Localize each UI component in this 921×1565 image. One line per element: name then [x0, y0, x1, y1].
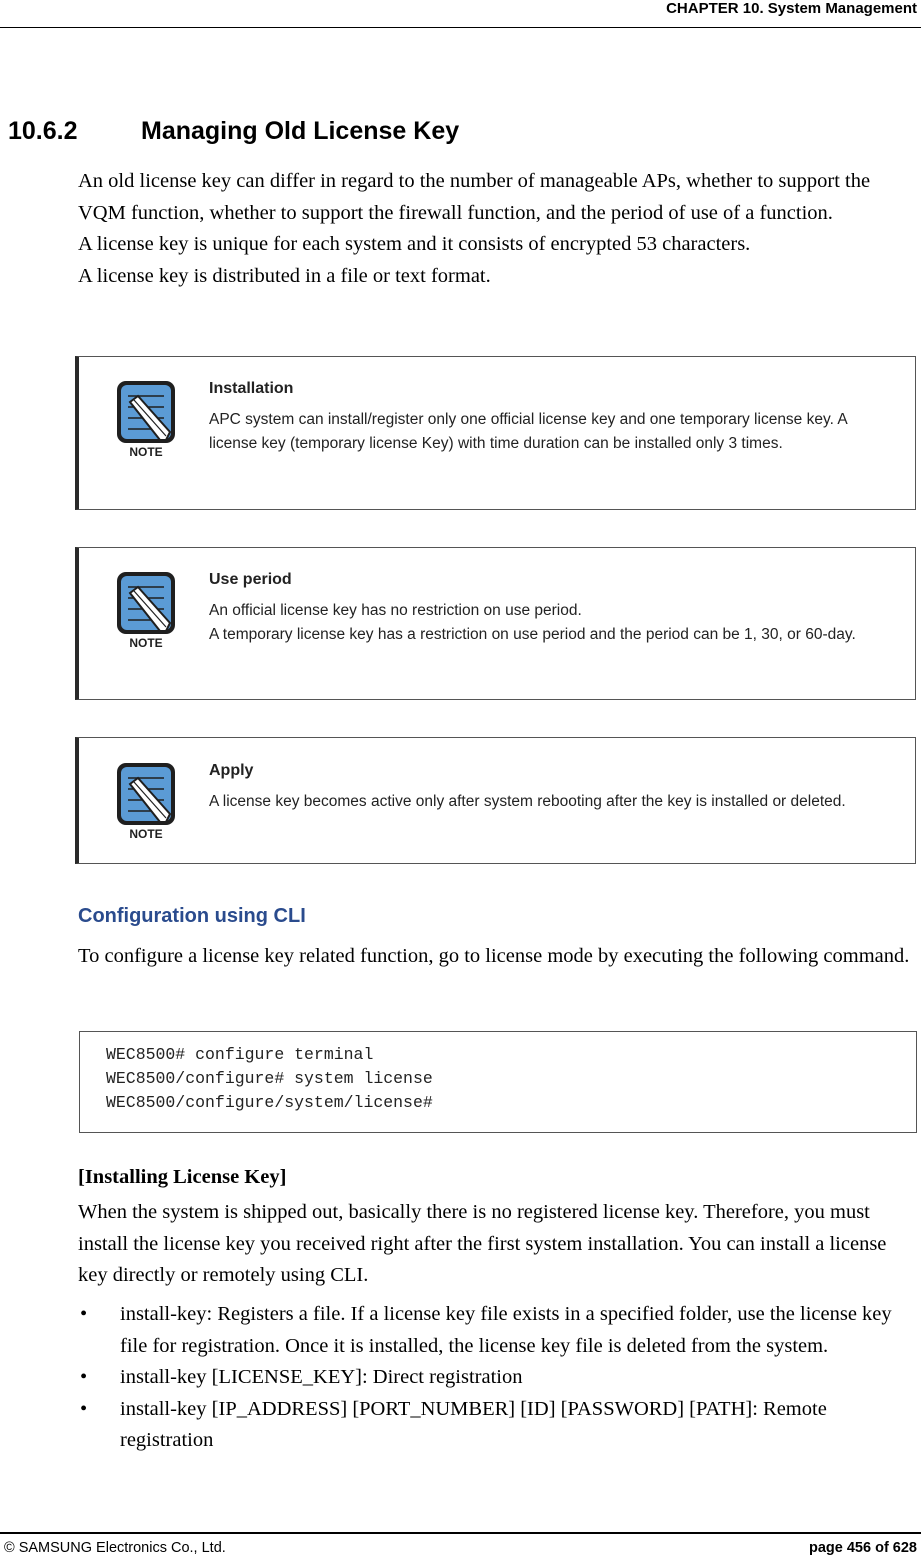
note-use-period	[75, 547, 916, 700]
bullet-icon: •	[80, 1366, 88, 1389]
list-item-text: install-key [IP_ADDRESS] [PORT_NUMBER] [ID] [PASSWORD] [PATH]: Remote registration	[120, 1397, 827, 1452]
note-content	[209, 379, 899, 455]
intro-paragraphs	[78, 166, 914, 292]
note-title: Apply	[209, 762, 254, 779]
code-line: WEC8500/configure# system license	[106, 1069, 433, 1088]
note-pencil-icon	[116, 571, 176, 649]
note-text	[209, 408, 899, 455]
list-item-text: install-key [LICENSE_KEY]: Direct registration	[120, 1366, 523, 1389]
intro-paragraph: A license key is unique for each system and it consists of encrypted 53 characters.	[78, 233, 751, 256]
bullet-icon: •	[80, 1397, 88, 1420]
note-title: Use period	[209, 571, 292, 588]
footer-copyright: © SAMSUNG Electronics Co., Ltd.	[4, 1540, 226, 1556]
note-text	[209, 599, 899, 646]
note-line: An official license key has no restriction on use period.	[209, 602, 582, 619]
note-line: APC system can install/register only one official license key and one temporary license key. A license key (temporary license Key) with time duration can be installed only 3 times.	[209, 411, 847, 452]
code-line: WEC8500# configure terminal	[106, 1045, 374, 1064]
note-line: A license key becomes active only after system rebooting after the key is installed or deleted.	[209, 793, 846, 810]
intro-paragraph: A license key is distributed in a file or text format.	[78, 264, 491, 287]
code-text	[106, 1043, 433, 1115]
list-item-text: install-key: Registers a file. If a license key file exists in a specified folder, use the license key file for registration. Once it is installed, the license key file is deleted from the system.	[120, 1303, 892, 1357]
note-installation	[75, 356, 916, 510]
note-icon-label: NOTE	[129, 445, 163, 458]
code-line: WEC8500/configure/system/license#	[106, 1093, 433, 1112]
install-bullet-list	[78, 1299, 914, 1457]
section-number: 10.6.2	[8, 117, 78, 145]
section-title-text: Managing Old License Key	[141, 117, 460, 145]
intro-paragraph: An old license key can differ in regard to the number of manageable APs, whether to support the VQM function, whether to support the firewall function, and the period of use of a function.	[78, 170, 871, 224]
note-content	[209, 761, 899, 814]
note-icon-label: NOTE	[129, 636, 163, 649]
note-icon-label: NOTE	[129, 827, 163, 840]
cli-heading: Configuration using CLI	[78, 905, 306, 927]
install-intro-text: When the system is shipped out, basically there is no registered license key. Therefore, you must install the license key you received right after the first system installation. You can install a license key directly or remotely using CLI.	[78, 1201, 887, 1287]
note-pencil-icon	[116, 762, 176, 840]
install-heading: [Installing License Key]	[78, 1166, 287, 1188]
install-intro	[78, 1197, 914, 1292]
note-apply	[75, 737, 916, 864]
note-content	[209, 570, 899, 646]
note-line: A temporary license key has a restriction on use period and the period can be 1, 30, or 60-day.	[209, 625, 856, 643]
bullet-icon: •	[80, 1303, 88, 1325]
list-item	[78, 1299, 914, 1362]
section-title	[8, 117, 459, 146]
note-title: Installation	[209, 380, 294, 397]
cli-intro	[78, 941, 914, 973]
note-pencil-icon	[116, 380, 176, 458]
footer-page-number: page 456 of 628	[809, 1540, 917, 1556]
cli-intro-text: To configure a license key related function, go to license mode by executing the following command.	[78, 945, 910, 967]
chapter-title: CHAPTER 10. System Management	[666, 0, 917, 17]
cli-code-block	[79, 1031, 917, 1133]
header-divider	[0, 27, 921, 28]
note-text	[209, 790, 899, 814]
footer-divider	[0, 1532, 921, 1534]
list-item	[78, 1394, 914, 1457]
list-item	[78, 1362, 914, 1394]
